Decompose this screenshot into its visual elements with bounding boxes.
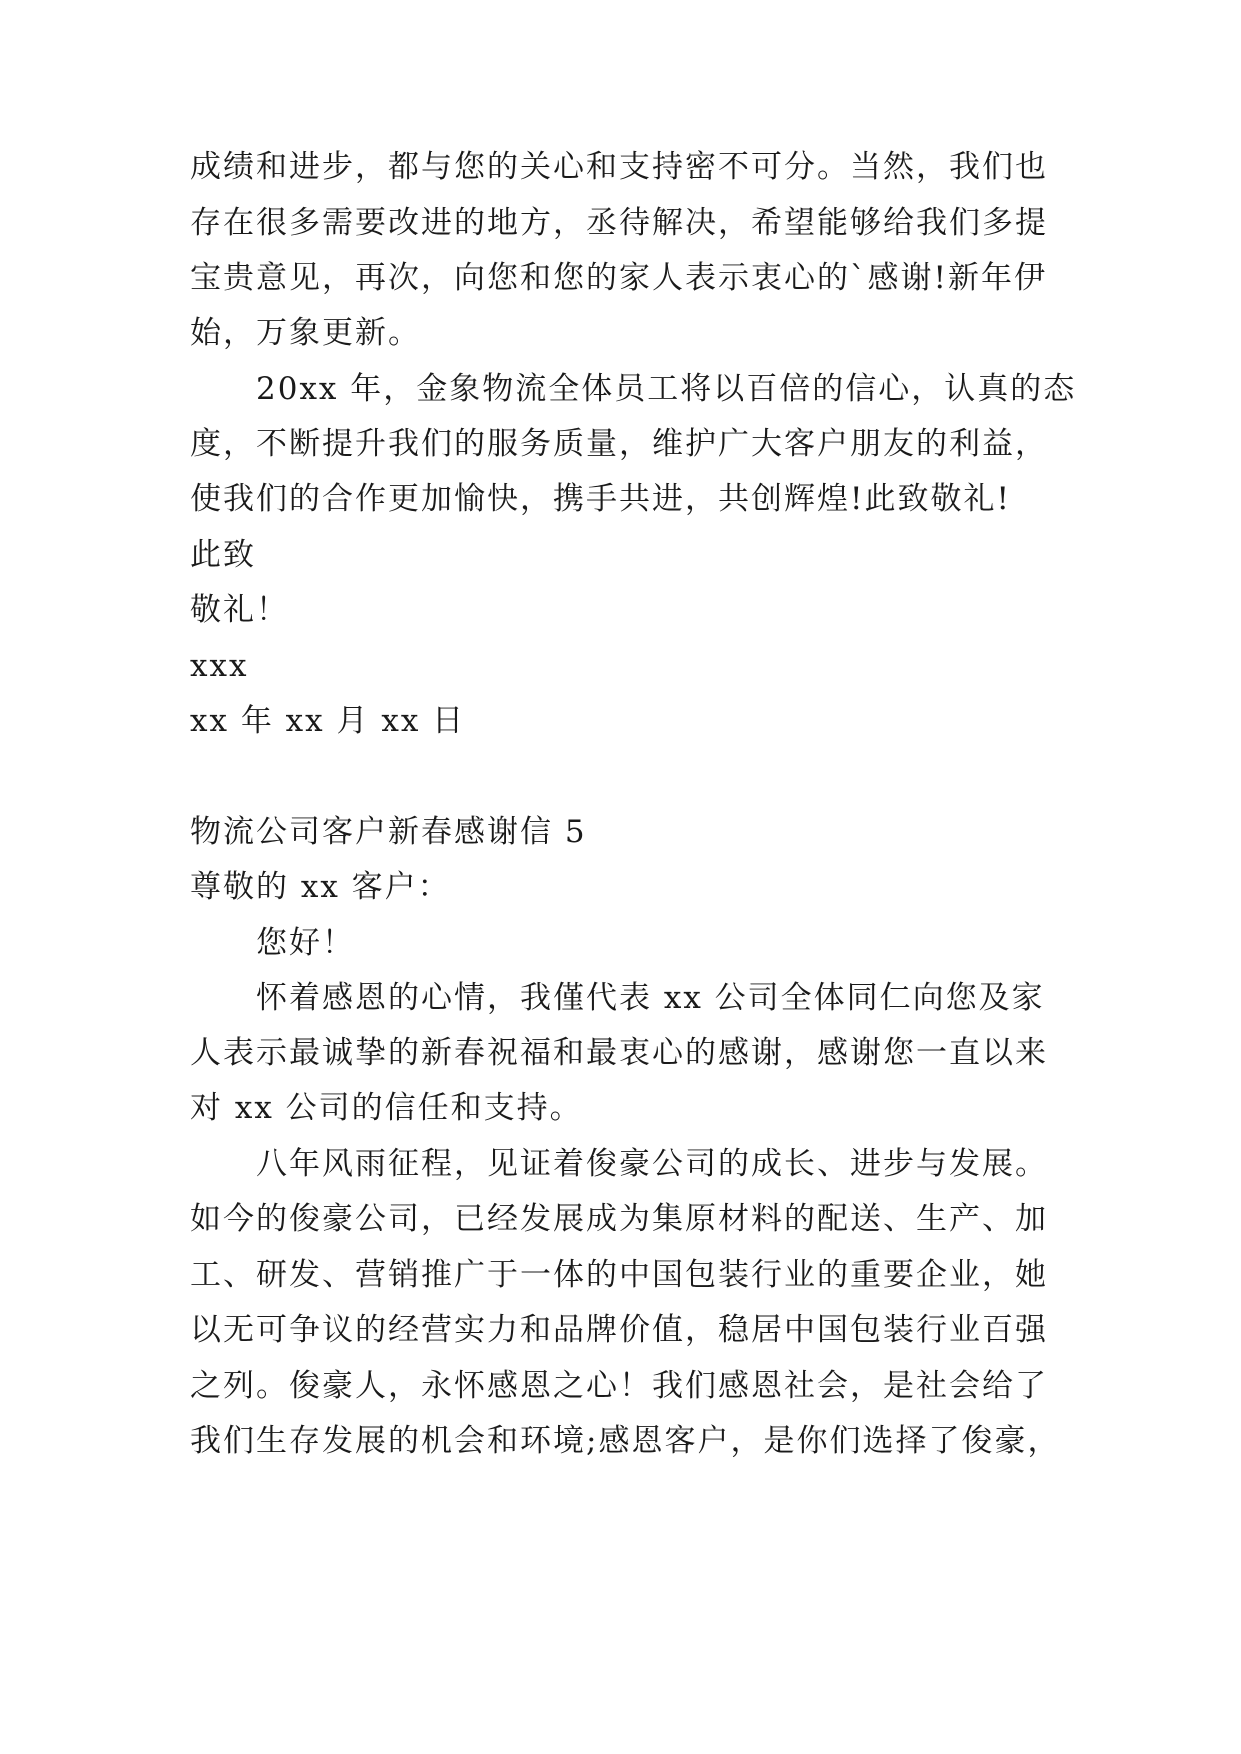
text-line: 如今的俊豪公司，已经发展成为集原材料的配送、生产、加 (190, 1201, 1048, 1237)
text-line: 使我们的合作更加愉快，携手共进，共创辉煌!此致敬礼! (190, 481, 1011, 517)
text-line: 以无可争议的经营实力和品牌价值，稳居中国包装行业百强 (190, 1312, 1048, 1348)
text-line: 对 xx 公司的信任和支持。 (190, 1090, 583, 1126)
text-line: 存在很多需要改进的地方，丞待解决，希望能够给我们多提 (190, 205, 1048, 241)
closing-line: 敬礼！ (190, 592, 289, 628)
text-line: 宝贵意见，再次，向您和您的家人表示衷心的`感谢!新年伊 (190, 260, 1047, 296)
text-line: 人表示最诚挚的新春祝福和最衷心的感谢，感谢您一直以来 (190, 1035, 1048, 1071)
text-line: 八年风雨征程，见证着俊豪公司的成长、进步与发展。 (256, 1146, 1048, 1182)
text-line: 之列。俊豪人，永怀感恩之心！我们感恩社会，是社会给了 (190, 1368, 1048, 1404)
closing-line: 此致 (190, 537, 256, 573)
text-line: 我们生存发展的机会和环境;感恩客户，是你们选择了俊豪， (190, 1423, 1061, 1459)
text-line: 成绩和进步，都与您的关心和支持密不可分。当然，我们也 (190, 149, 1048, 185)
text-line: 20xx 年，金象物流全体员工将以百倍的信心，认真的态 (256, 371, 1077, 407)
text-line: 怀着感恩的心情，我僅代表 xx 公司全体同仁向您及家 (256, 980, 1045, 1016)
date-line: xx 年 xx 月 xx 日 (190, 703, 466, 739)
letter-title: 物流公司客户新春感谢信 5 (190, 814, 587, 850)
greeting: 您好！ (256, 925, 355, 961)
text-line: 工、研发、营销推广于一体的中国包装行业的重要企业，她 (190, 1257, 1048, 1293)
text-line: 度，不断提升我们的服务质量，维护广大客户朋友的利益， (190, 426, 1048, 462)
salutation: 尊敬的 xx 客户： (190, 869, 451, 905)
signature: xxx (190, 648, 249, 684)
text-line: 始，万象更新。 (190, 315, 421, 351)
